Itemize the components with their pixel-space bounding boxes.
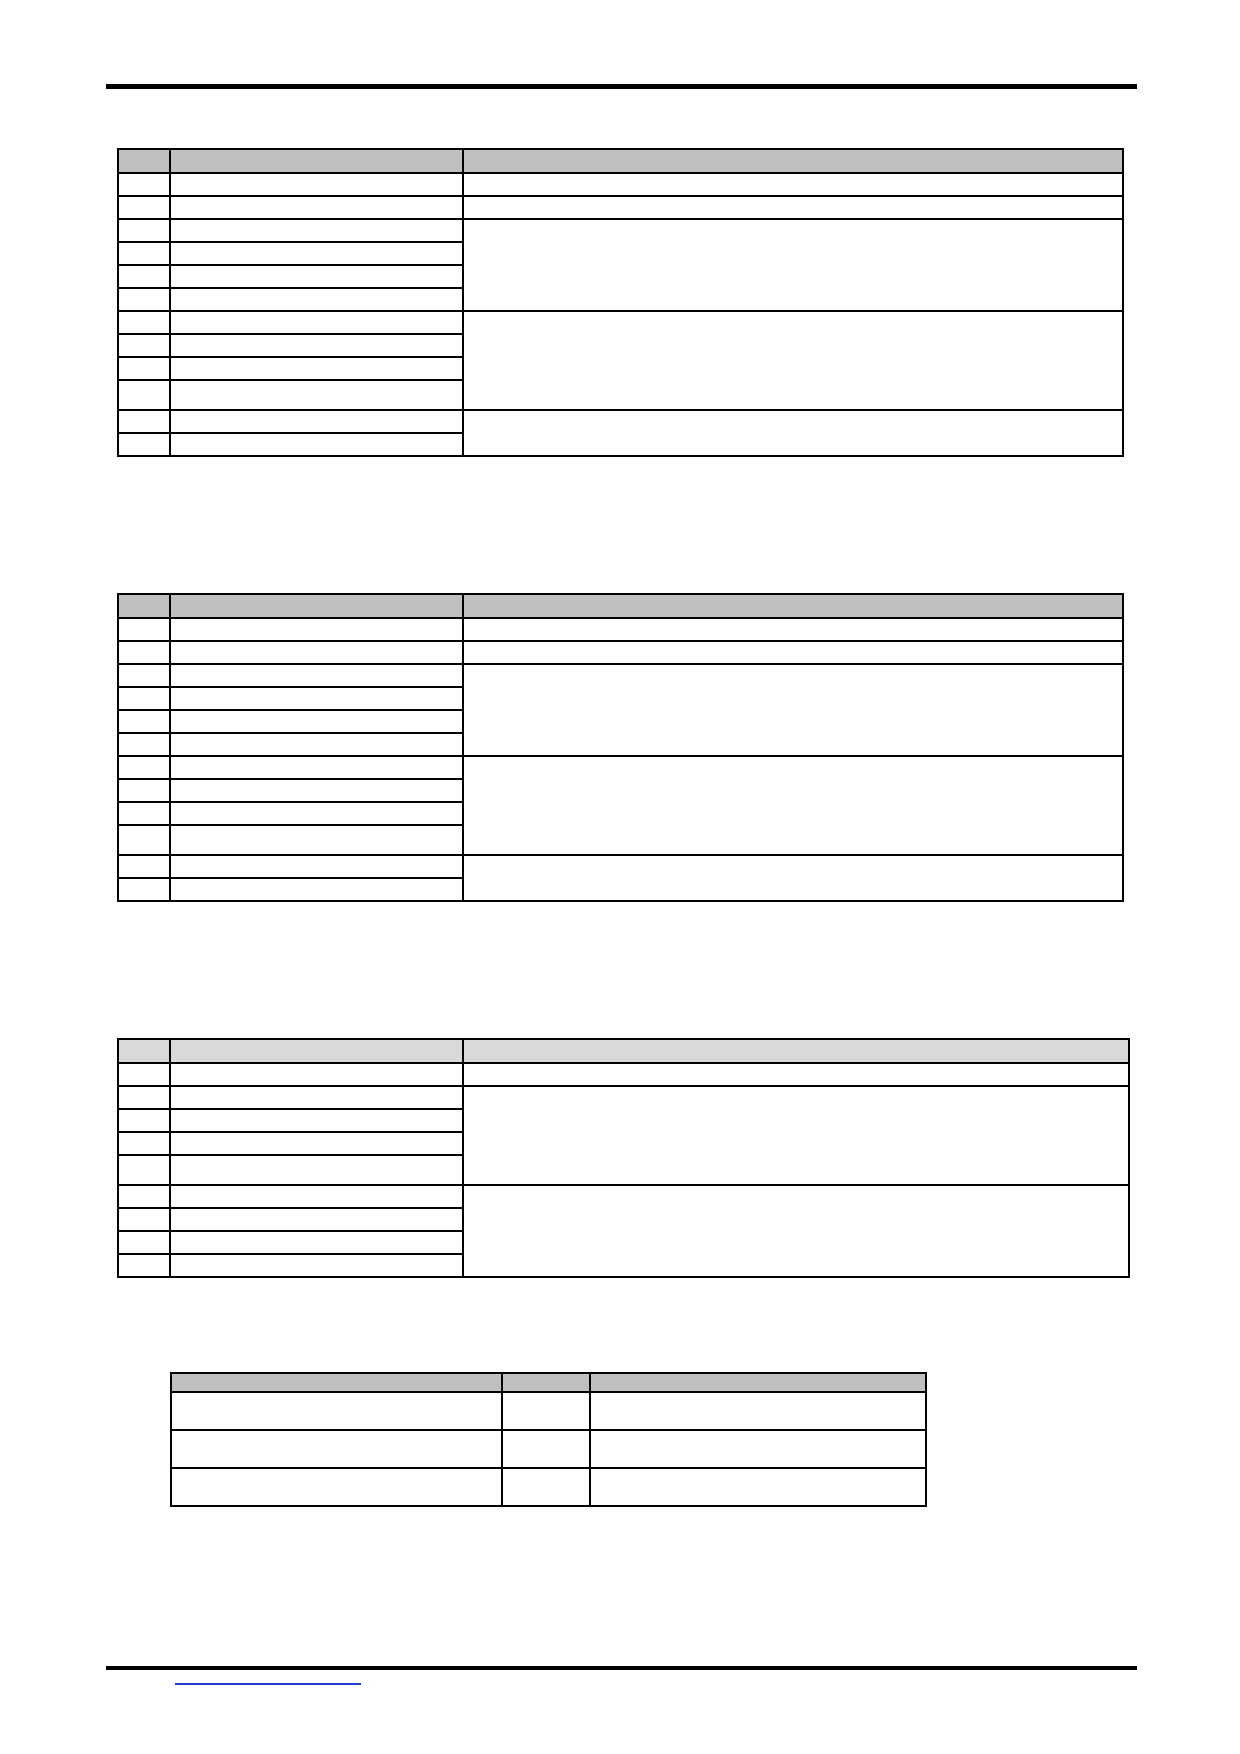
table-cell [170,357,463,380]
table-row [118,756,1123,779]
table-cell [170,710,463,733]
table-header-row [118,149,1123,173]
table-cell [118,173,170,196]
table-row [118,1185,1129,1208]
table-cell [170,1086,463,1109]
column-header [118,594,170,618]
table-cell [170,733,463,756]
table-header-row [118,1039,1129,1063]
merged-cell [463,410,1123,456]
table-cell [118,756,170,779]
column-header [170,149,463,173]
table-cell [118,242,170,265]
table-row [118,219,1123,242]
column-header [118,1039,170,1063]
table-cell [118,733,170,756]
table-cell [170,825,463,855]
table-cell [118,618,170,641]
table-4 [170,1372,927,1507]
table-cell [463,1063,1129,1086]
table-row [118,410,1123,433]
footer-rule [106,1666,1137,1670]
table-cell [118,710,170,733]
table-cell [502,1430,590,1468]
column-header [502,1373,590,1392]
table-cell [118,1254,170,1277]
table-cell [170,687,463,710]
table-cell [170,1132,463,1155]
footer-link[interactable] [175,1683,361,1685]
table-cell [118,1132,170,1155]
table-cell [118,1109,170,1132]
table-cell [118,878,170,901]
merged-cell [463,219,1123,311]
column-header [463,594,1123,618]
table-1 [117,148,1124,457]
table-cell [118,380,170,410]
table-cell [170,380,463,410]
table-cell [170,756,463,779]
column-header [590,1373,926,1392]
table-cell [170,779,463,802]
column-header [118,149,170,173]
table-cell [170,1231,463,1254]
table-cell [118,311,170,334]
merged-cell [463,664,1123,756]
table-row [118,855,1123,878]
table-cell [170,242,463,265]
table-cell [170,664,463,687]
table-cell [118,802,170,825]
table-row [118,641,1123,664]
table-cell [118,288,170,311]
table-cell [118,855,170,878]
merged-cell [463,311,1123,410]
table-header-row [171,1373,926,1392]
table-cell [170,855,463,878]
table-cell [170,1208,463,1231]
table-cell [170,1185,463,1208]
table-header-row [118,594,1123,618]
table-cell [170,433,463,456]
table-cell [118,1086,170,1109]
table-cell [118,1155,170,1185]
table-cell [590,1468,926,1506]
merged-cell [463,756,1123,855]
table-cell [118,1208,170,1231]
table-cell [170,618,463,641]
table-cell [170,878,463,901]
table-cell [590,1392,926,1430]
table-cell [170,288,463,311]
table-cell [463,618,1123,641]
table-cell [170,196,463,219]
table-cell [170,265,463,288]
column-header [463,1039,1129,1063]
table-cell [118,664,170,687]
table-row [171,1468,926,1506]
table-cell [170,641,463,664]
table-row [118,1086,1129,1109]
table-cell [463,196,1123,219]
table-cell [118,1063,170,1086]
table-row [118,196,1123,219]
table-cell [118,687,170,710]
table-cell [118,410,170,433]
table-row [171,1430,926,1468]
table-cell [170,1109,463,1132]
table-row [171,1392,926,1430]
table-row [118,1063,1129,1086]
table-cell [170,802,463,825]
table-cell [502,1468,590,1506]
table-cell [171,1430,502,1468]
table-cell [118,825,170,855]
table-cell [118,334,170,357]
merged-cell [463,855,1123,901]
table-cell [170,1254,463,1277]
table-row [118,173,1123,196]
table-cell [170,311,463,334]
header-rule [106,84,1137,89]
table-cell [463,173,1123,196]
table-2 [117,593,1124,902]
table-cell [118,196,170,219]
table-cell [118,1185,170,1208]
table-cell [463,641,1123,664]
merged-cell [463,1086,1129,1185]
table-cell [118,641,170,664]
merged-cell [463,1185,1129,1277]
column-header [463,149,1123,173]
column-header [170,1039,463,1063]
table-row [118,664,1123,687]
table-cell [502,1392,590,1430]
table-cell [171,1468,502,1506]
table-cell [118,1231,170,1254]
table-cell [170,219,463,242]
column-header [171,1373,502,1392]
table-row [118,311,1123,334]
table-cell [118,357,170,380]
table-cell [171,1392,502,1430]
table-cell [118,433,170,456]
table-cell [590,1430,926,1468]
table-cell [118,265,170,288]
table-cell [170,1063,463,1086]
table-cell [170,1155,463,1185]
table-cell [170,334,463,357]
table-cell [170,410,463,433]
table-cell [118,219,170,242]
table-3 [117,1038,1130,1278]
table-row [118,618,1123,641]
table-cell [170,173,463,196]
table-cell [118,779,170,802]
column-header [170,594,463,618]
